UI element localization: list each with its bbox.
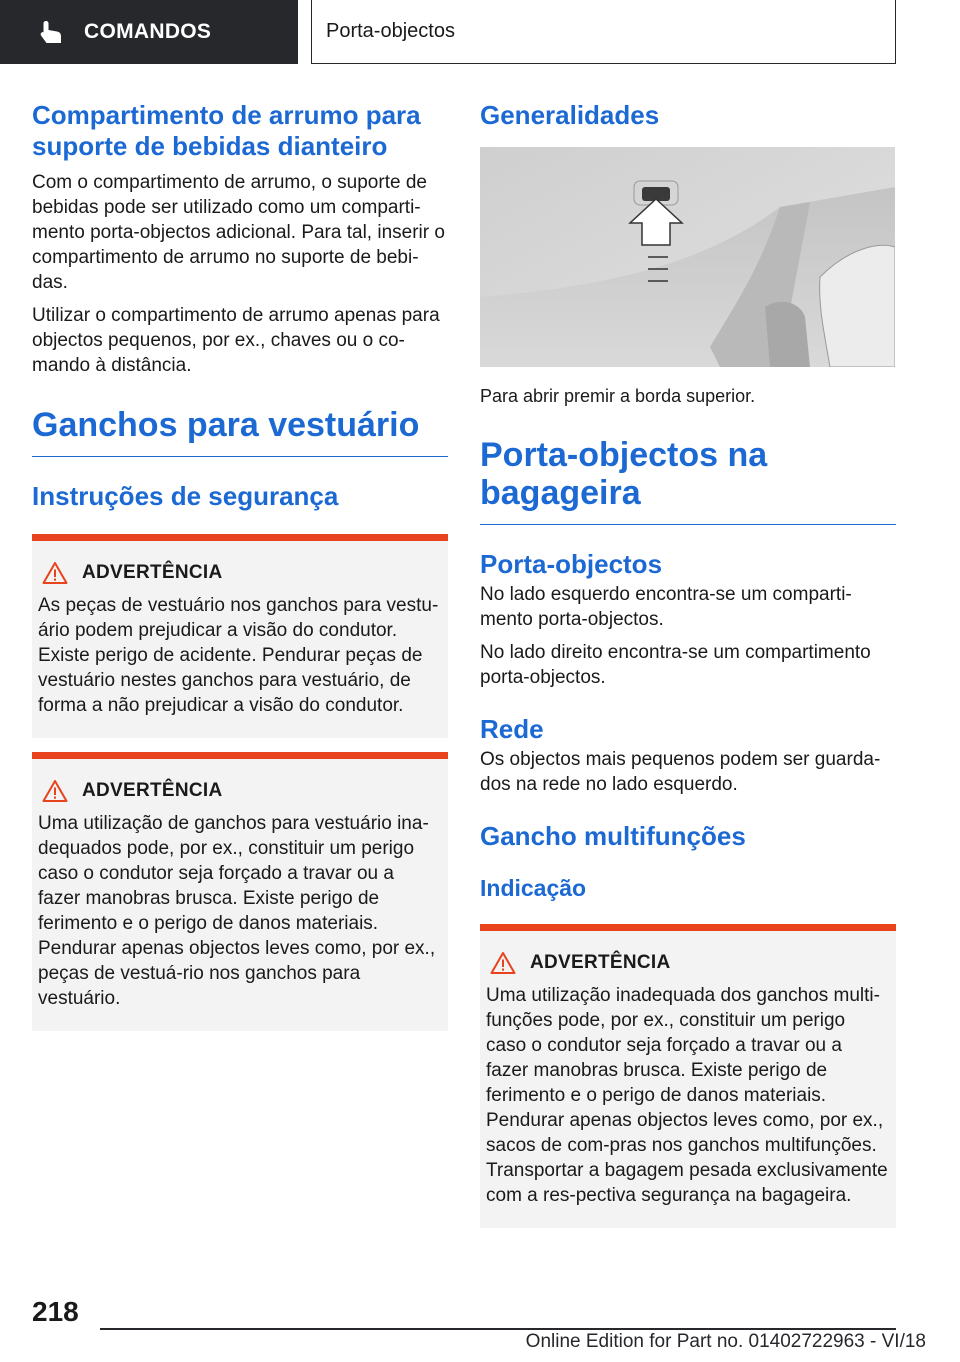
paragraph: Com o compartimento de arrumo, o suporte de bebidas pode ser utilizado como um comparti-mento porta-objectos adicional. Para tal, inserir o compartimento de arrumo no suporte de bebi-das. — [32, 172, 445, 293]
paragraph: No lado direito encontra-se um compartimento porta-objectos. — [480, 642, 871, 688]
heading-trunk-storage: Porta-objectos na bagageira — [480, 436, 896, 525]
chapter-box — [311, 0, 896, 64]
heading-general: Generalidades — [480, 100, 660, 130]
chapter-title: Porta-objectos — [326, 20, 455, 42]
section-title: COMANDOS — [84, 20, 212, 43]
paragraph: Os objectos mais pequenos podem ser guarda-dos na rede no lado esquerdo. — [480, 749, 881, 795]
paragraph: No lado esquerdo encontra-se um comparti-mento porta-objectos. — [480, 584, 852, 630]
heading-net: Rede — [480, 714, 544, 744]
heading-coat-hooks: Ganchos para vestuário — [32, 406, 448, 457]
warning-title: ADVERTÊNCIA — [82, 780, 223, 801]
warning-text: Uma utilização inadequada dos ganchos multi-funções pode, por ex., constituir um perigo caso o condutor seja forçado a travar ou a fazer manobras brusca. Existe perigo de ferimento e o perigo de danos materiais. Pendurar apenas objectos leves como, por ex., sacos de com-pras nos ganchos multifunções. Transportar a bagagem pesada exclusivamente com a res-pectiva segurança na bagageira. — [486, 985, 888, 1206]
warning-box — [32, 534, 448, 738]
section-tab — [0, 0, 298, 64]
heading-note: Indicação — [480, 875, 587, 901]
warning-text: Uma utilização de ganchos para vestuário ina-dequados pode, por ex., constituir um perigo caso o condutor seja forçado a travar ou a fazer manobras brusca. Existe perigo de ferimento e o perigo de danos materiais. Pendurar apenas objectos leves como, por ex., peças de vestuá-rio nos ganchos para vestuário. — [38, 813, 436, 1009]
footer-edition: Online Edition for Part no. 01402722963 - VI/18 — [525, 1331, 926, 1352]
heading-storage: Porta-objectos — [480, 549, 663, 579]
warning-title: ADVERTÊNCIA — [82, 562, 223, 583]
right-column — [480, 100, 896, 1228]
heading-storage-compartment: Compartimento de arrumo para suporte de bebidas dianteiro — [32, 100, 421, 161]
warning-triangle-icon — [490, 951, 516, 975]
footer-divider — [100, 1328, 896, 1330]
warning-box — [480, 924, 896, 1228]
headliner-storage-illustration — [480, 147, 895, 367]
hand-pointer-icon — [38, 19, 64, 45]
warning-text: As peças de vestuário nos ganchos para vestu-ário podem prejudicar a visão do condutor. Existe perigo de acidente. Pendurar peças de vestuário nestes ganchos para vestuário, de forma a não prejudicar a visão do condutor. — [38, 595, 439, 716]
heading-safety-instructions: Instruções de segurança — [32, 481, 339, 511]
page-number: 218 — [32, 1296, 79, 1327]
warning-triangle-icon — [42, 779, 68, 803]
warning-title: ADVERTÊNCIA — [530, 952, 671, 973]
figure-caption: Para abrir premir a borda superior. — [480, 386, 756, 406]
paragraph: Utilizar o compartimento de arrumo apenas para objectos pequenos, por ex., chaves ou o co-mando à distância. — [32, 305, 440, 376]
left-column — [32, 100, 448, 1031]
warning-box — [32, 752, 448, 1031]
warning-triangle-icon — [42, 561, 68, 585]
heading-multifunction-hook: Gancho multifunções — [480, 821, 746, 851]
